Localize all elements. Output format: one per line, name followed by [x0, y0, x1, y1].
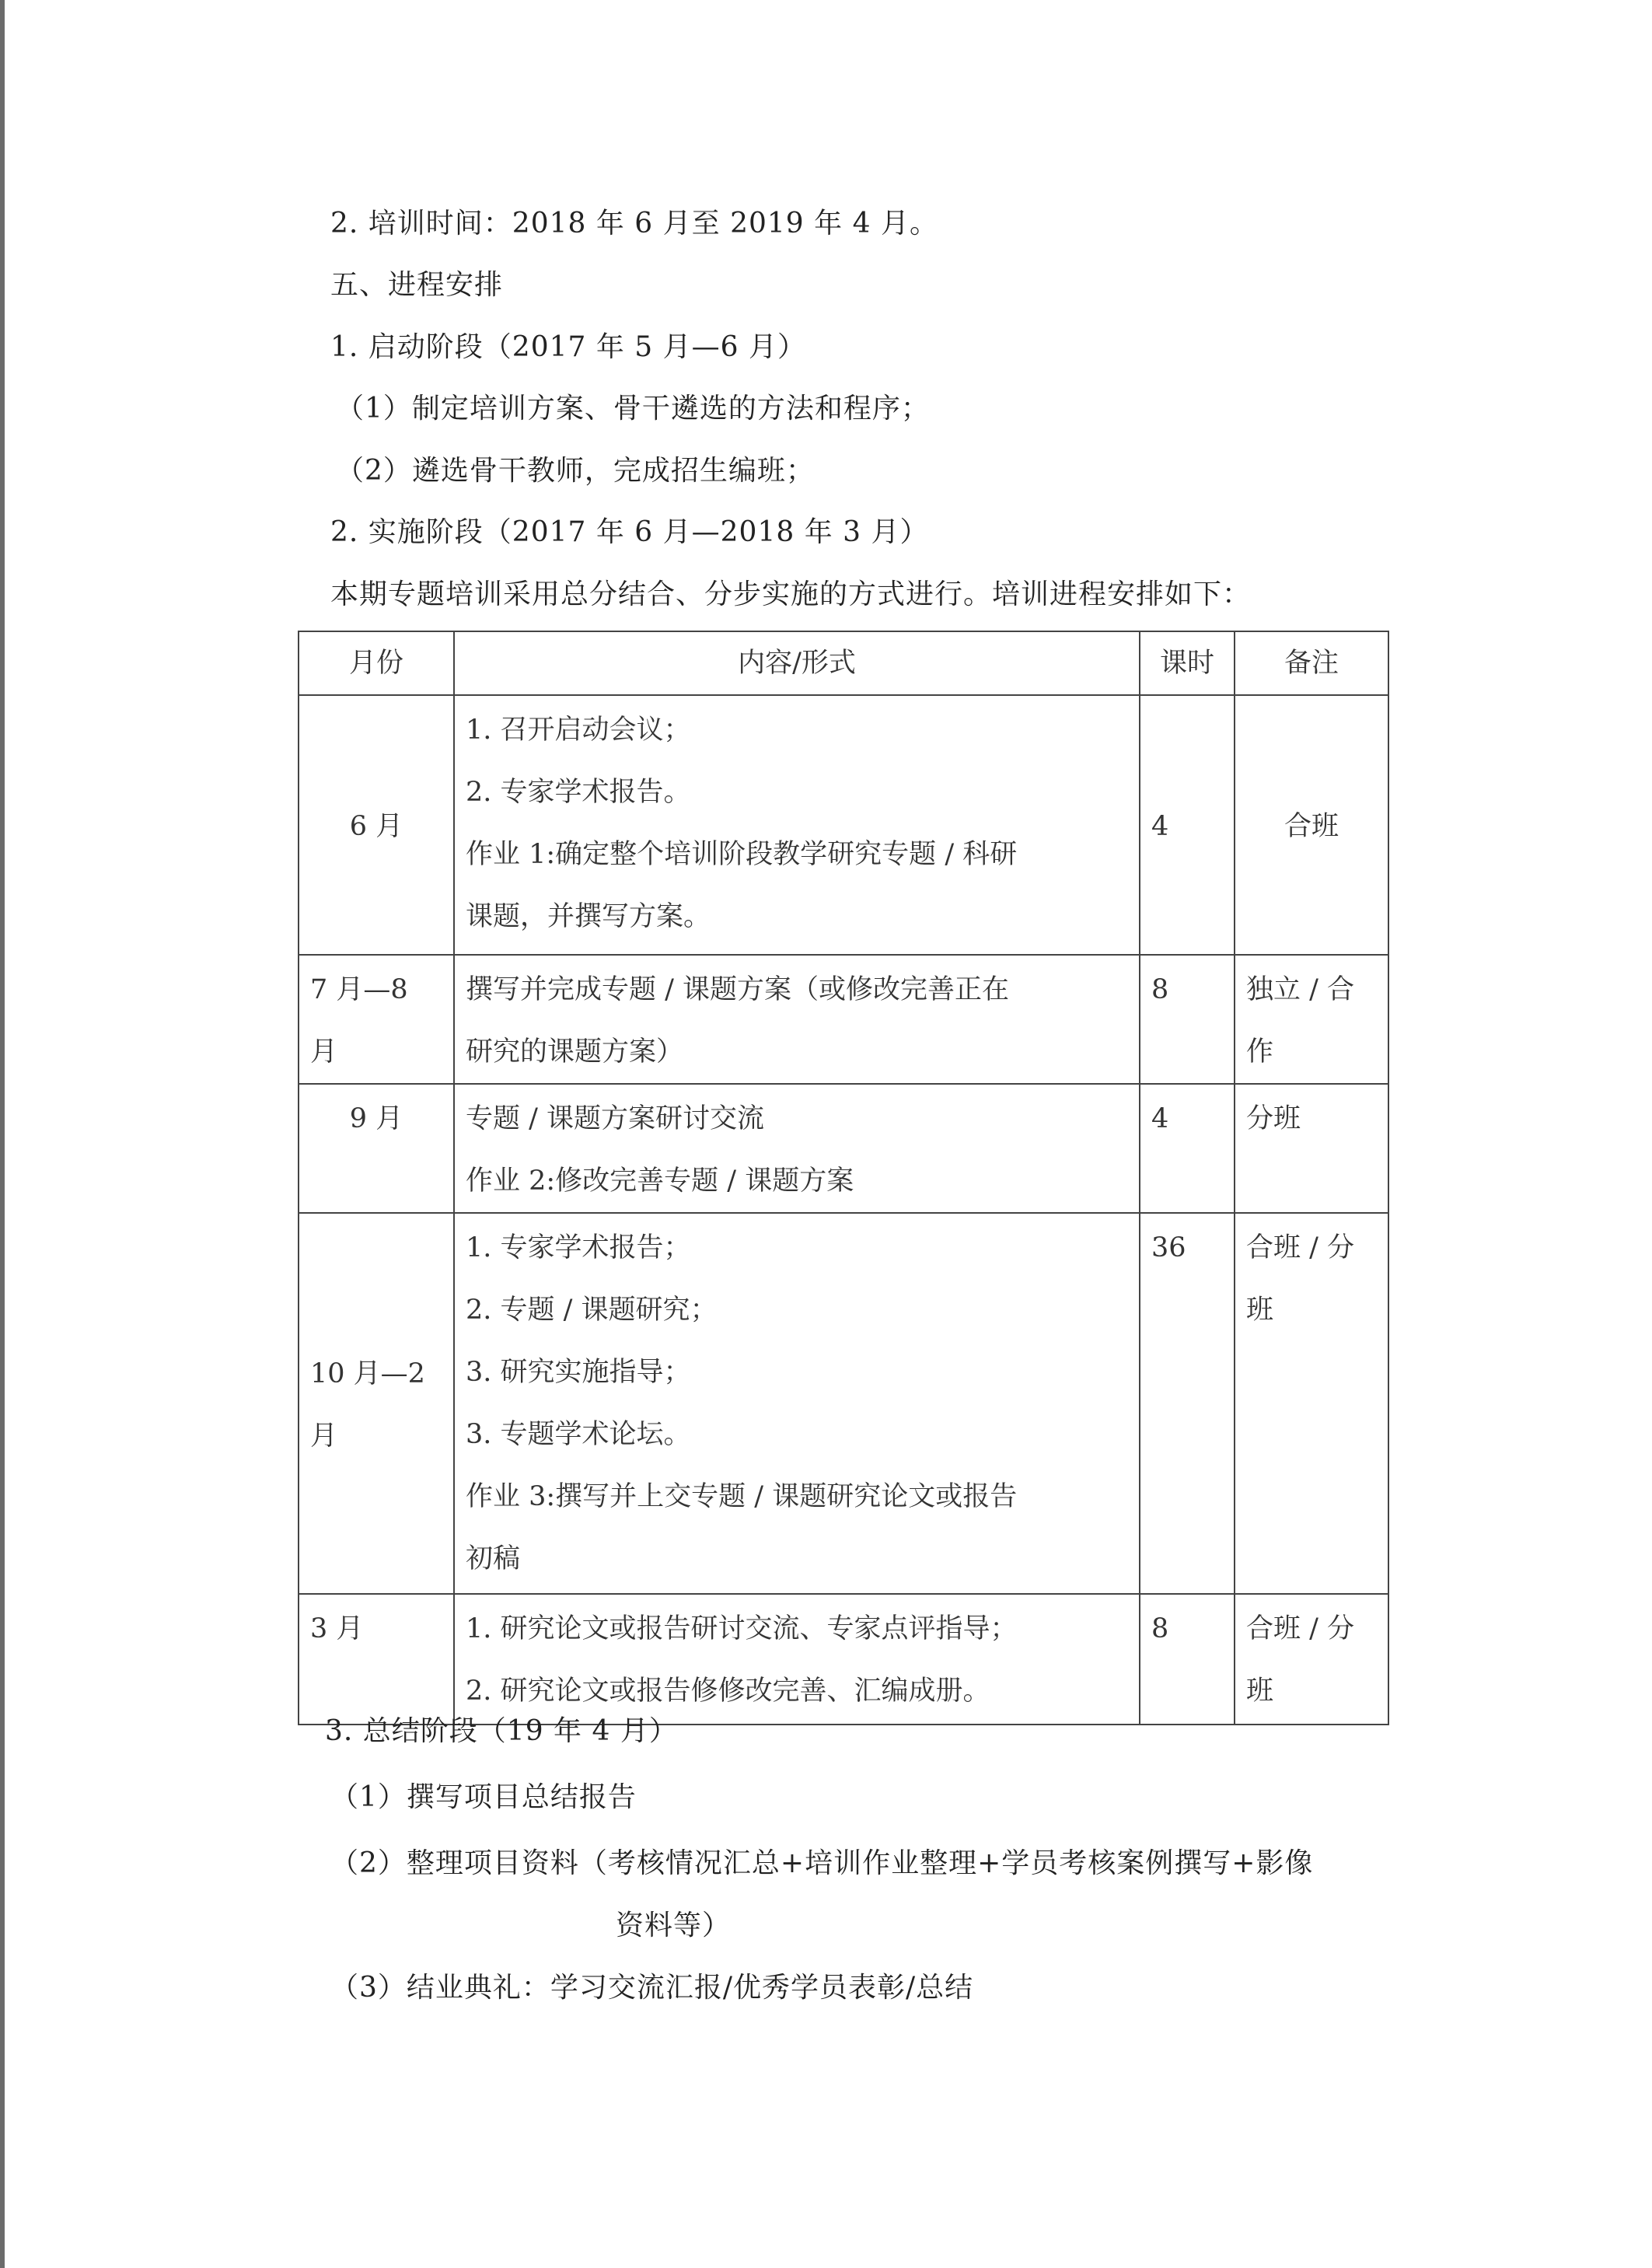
month-cell: 7 月—8 月 — [299, 955, 454, 1084]
content-line: 作业 3:撰写并上交专题 / 课题研究论文或报告 — [466, 1481, 1018, 1512]
month-cell: 10 月—2 月 — [299, 1213, 454, 1594]
phase1-item-1: （1）制定培训方案、骨干遴选的方法和程序； — [336, 393, 930, 425]
table-row — [299, 1594, 1388, 1725]
scan-edge — [0, 0, 5, 2268]
content-line: 1. 专家学术报告； — [466, 1232, 691, 1263]
content-line: 2. 专题 / 课题研究； — [466, 1295, 718, 1326]
content-line: 专题 / 课题方案研讨交流 — [466, 1103, 765, 1134]
content-line: 2. 专家学术报告。 — [466, 777, 691, 808]
table-header-row — [299, 631, 1388, 695]
content-cell — [454, 955, 1140, 1084]
phase3-item-2-continuation: 资料等） — [616, 1910, 732, 1941]
content-line: 研究的课题方案） — [466, 1036, 684, 1068]
content-line: 作业 2:修改完善专题 / 课题方案 — [466, 1165, 854, 1197]
note-cell: 合班 / 分班 — [1235, 1594, 1388, 1725]
month-cell: 6 月 — [299, 695, 454, 955]
hours-cell: 8 — [1140, 1594, 1235, 1725]
header-note: 备注 — [1235, 631, 1388, 695]
header-hours: 课时 — [1140, 631, 1235, 695]
note-cell: 合班 / 分班 — [1235, 1213, 1388, 1594]
content-line: 3. 研究实施指导； — [466, 1357, 691, 1388]
hours-cell: 4 — [1140, 695, 1235, 955]
table-row — [299, 955, 1388, 1084]
hours-cell: 8 — [1140, 955, 1235, 1084]
content-line: 初稿 — [466, 1543, 521, 1574]
phase1-title: 1. 启动阶段（2017 年 5 月—6 月） — [330, 331, 806, 363]
table-row — [299, 1213, 1388, 1594]
note-cell: 分班 — [1235, 1084, 1388, 1213]
content-line: 撰写并完成专题 / 课题方案（或修改完善正在 — [466, 974, 1010, 1005]
phase3-title: 3. 总结阶段（19 年 4 月） — [325, 1715, 678, 1747]
phase2-title: 2. 实施阶段（2017 年 6 月—2018 年 3 月） — [330, 516, 929, 548]
phase3-item-2: （2）整理项目资料（考核情况汇总+培训作业整理+学员考核案例撰写+影像 — [330, 1847, 1314, 1879]
header-month: 月份 — [299, 631, 454, 695]
note-cell: 独立 / 合作 — [1235, 955, 1388, 1084]
content-line: 3. 专题学术论坛。 — [466, 1419, 691, 1450]
table-row — [299, 695, 1388, 955]
month-cell: 3 月 — [299, 1594, 454, 1725]
hours-cell: 36 — [1140, 1213, 1235, 1594]
table-row — [299, 1084, 1388, 1213]
phase2-intro: 本期专题培训采用总分结合、分步实施的方式进行。培训进程安排如下： — [330, 578, 1252, 610]
hours-cell: 4 — [1140, 1084, 1235, 1213]
training-time-line: 2. 培训时间：2018 年 6 月至 2019 年 4 月。 — [330, 208, 938, 239]
content-cell — [454, 1084, 1140, 1213]
content-cell — [454, 1594, 1140, 1725]
header-content: 内容/形式 — [454, 631, 1140, 695]
schedule-table — [298, 631, 1389, 1725]
content-line: 1. 召开启动会议； — [466, 715, 691, 746]
phase1-item-2: （2）遴选骨干教师，完成招生编班； — [336, 455, 815, 487]
content-cell — [454, 695, 1140, 955]
content-line: 课题，并撰写方案。 — [466, 901, 711, 932]
month-cell: 9 月 — [299, 1084, 454, 1213]
content-line: 1. 研究论文或报告研讨交流、专家点评指导； — [466, 1613, 1018, 1644]
section-heading: 五、进程安排 — [330, 269, 504, 301]
content-line: 2. 研究论文或报告修修改完善、汇编成册。 — [466, 1676, 990, 1707]
note-cell: 合班 — [1235, 695, 1388, 955]
content-line: 作业 1:确定整个培训阶段教学研究专题 / 科研 — [466, 839, 1018, 870]
phase3-item-3: （3）结业典礼：学习交流汇报/优秀学员表彰/总结 — [330, 1972, 974, 2004]
content-cell — [454, 1213, 1140, 1594]
phase3-item-1: （1）撰写项目总结报告 — [330, 1781, 637, 1813]
